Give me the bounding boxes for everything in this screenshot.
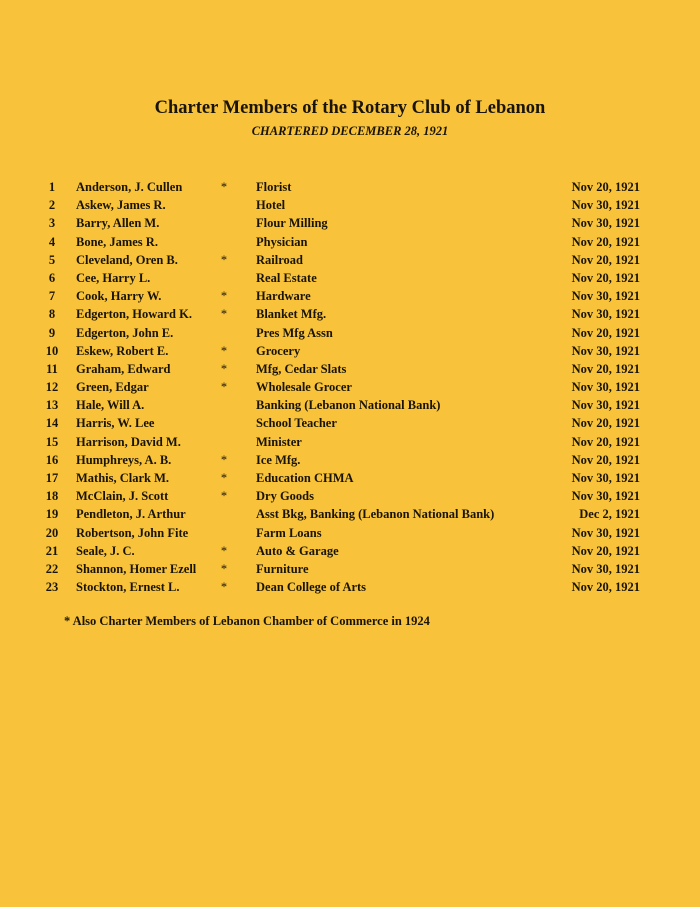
member-number: 1 (48, 180, 56, 194)
member-number: 13 (45, 398, 59, 413)
member-number: 2 (48, 198, 56, 213)
member-name: Harrison, David M. (76, 434, 181, 449)
member-row (0, 342, 700, 360)
member-date: Nov 20, 1921 (571, 270, 640, 285)
member-occupation: Dean College of Arts (256, 580, 367, 595)
member-name: Edgerton, Howard K. (76, 307, 192, 322)
member-number: 16 (45, 452, 59, 467)
member-row (0, 505, 700, 523)
member-occupation: Banking (Lebanon National Bank) (256, 398, 441, 413)
member-occupation: Physician (256, 234, 308, 249)
chamber-star-marker: * (220, 452, 228, 467)
member-occupation: Flour Milling (256, 216, 328, 231)
member-date: Nov 20, 1921 (571, 180, 640, 194)
member-number: 6 (48, 270, 56, 285)
chamber-star-marker: * (220, 471, 228, 485)
member-number: 11 (46, 361, 58, 376)
member-number: 3 (48, 216, 56, 231)
member-number: 9 (48, 325, 56, 340)
member-date: Nov 30, 1921 (571, 380, 640, 395)
member-occupation: Grocery (256, 343, 301, 358)
member-occupation: Education CHMA (256, 471, 354, 485)
member-occupation: School Teacher (256, 416, 337, 431)
member-name: Graham, Edward (76, 361, 171, 376)
page-title: Charter Members of the Rotary Club of Lebanon (154, 98, 546, 118)
member-number: 17 (45, 471, 59, 485)
member-number: 20 (45, 525, 59, 540)
member-row (0, 251, 700, 269)
page-subtitle: CHARTERED DECEMBER 28, 1921 (251, 124, 449, 138)
chamber-star-marker: * (220, 361, 228, 376)
member-occupation: Minister (256, 434, 302, 449)
member-name: Humphreys, A. B. (76, 452, 172, 467)
member-number: 8 (48, 307, 56, 322)
member-occupation: Farm Loans (256, 525, 322, 540)
member-row (0, 214, 700, 232)
member-date: Nov 30, 1921 (571, 216, 640, 231)
chamber-star-marker: * (220, 289, 228, 304)
member-occupation: Dry Goods (256, 489, 314, 504)
member-date: Dec 2, 1921 (579, 507, 640, 522)
member-name: Mathis, Clark M. (76, 471, 170, 485)
member-date: Nov 20, 1921 (571, 416, 640, 431)
member-name: Askew, James R. (76, 198, 166, 213)
member-occupation: Mfg, Cedar Slats (256, 361, 347, 376)
member-name: Bone, James R. (76, 234, 158, 249)
member-row (0, 396, 700, 414)
member-name: Edgerton, John E. (76, 325, 174, 340)
member-row (0, 414, 700, 432)
member-date: Nov 30, 1921 (571, 289, 640, 304)
member-row (0, 324, 700, 342)
member-name: Cook, Harry W. (76, 289, 162, 304)
member-row (0, 487, 700, 505)
member-name: Anderson, J. Cullen (76, 180, 183, 194)
member-row (0, 196, 700, 214)
member-number: 15 (45, 434, 59, 449)
member-occupation: Railroad (256, 252, 303, 267)
member-occupation: Furniture (256, 561, 309, 576)
chamber-star-marker: * (220, 252, 228, 267)
member-row (0, 360, 700, 378)
member-number: 23 (45, 580, 59, 595)
member-name: Eskew, Robert E. (76, 343, 169, 358)
member-list (0, 178, 700, 596)
member-number: 5 (48, 252, 56, 267)
member-occupation: Hotel (256, 198, 286, 213)
member-date: Nov 20, 1921 (571, 252, 640, 267)
member-row (0, 578, 700, 596)
member-date: Nov 30, 1921 (571, 525, 640, 540)
member-number: 12 (45, 380, 59, 395)
chamber-star-marker: * (220, 180, 228, 194)
member-date: Nov 20, 1921 (571, 434, 640, 449)
member-date: Nov 30, 1921 (571, 307, 640, 322)
member-date: Nov 20, 1921 (571, 452, 640, 467)
member-row (0, 305, 700, 323)
chamber-star-marker: * (220, 380, 228, 395)
member-row (0, 287, 700, 305)
member-row (0, 542, 700, 560)
chamber-star-marker: * (220, 543, 228, 558)
member-name: Seale, J. C. (76, 543, 135, 558)
member-date: Nov 20, 1921 (571, 325, 640, 340)
member-row (0, 433, 700, 451)
member-row (0, 233, 700, 251)
member-name: Cleveland, Oren B. (76, 252, 178, 267)
member-date: Nov 30, 1921 (571, 561, 640, 576)
chamber-star-marker: * (220, 580, 228, 595)
member-row (0, 560, 700, 578)
member-number: 19 (45, 507, 59, 522)
member-date: Nov 30, 1921 (571, 489, 640, 504)
chamber-star-marker: * (220, 307, 228, 322)
member-number: 10 (45, 343, 59, 358)
member-row (0, 469, 700, 487)
member-date: Nov 20, 1921 (571, 234, 640, 249)
member-occupation: Real Estate (256, 270, 317, 285)
member-date: Nov 30, 1921 (571, 398, 640, 413)
member-date: Nov 30, 1921 (571, 198, 640, 213)
member-name: Stockton, Ernest L. (76, 580, 180, 595)
member-number: 14 (45, 416, 59, 431)
member-row (0, 451, 700, 469)
member-name: Green, Edgar (76, 380, 149, 395)
member-occupation: Hardware (256, 289, 311, 304)
member-number: 7 (48, 289, 56, 304)
member-number: 21 (45, 543, 59, 558)
member-number: 22 (45, 561, 59, 576)
member-name: McClain, J. Scott (76, 489, 169, 504)
member-occupation: Blanket Mfg. (256, 307, 327, 322)
member-row (0, 524, 700, 542)
member-name: Barry, Allen M. (76, 216, 160, 231)
member-name: Pendleton, J. Arthur (76, 507, 186, 522)
member-number: 4 (48, 234, 56, 249)
member-date: Nov 20, 1921 (571, 361, 640, 376)
member-date: Nov 30, 1921 (571, 343, 640, 358)
member-name: Cee, Harry L. (76, 270, 151, 285)
member-row (0, 178, 700, 196)
member-occupation: Asst Bkg, Banking (Lebanon National Bank) (256, 507, 495, 522)
chamber-star-marker: * (220, 489, 228, 504)
member-name: Harris, W. Lee (76, 416, 155, 431)
member-row (0, 269, 700, 287)
footnote: * Also Charter Members of Lebanon Chamber of Commerce in 1924 (64, 614, 430, 628)
chamber-star-marker: * (220, 343, 228, 358)
chamber-star-marker: * (220, 561, 228, 576)
member-occupation: Ice Mfg. (256, 452, 301, 467)
member-date: Nov 30, 1921 (571, 471, 640, 485)
member-row (0, 378, 700, 396)
member-occupation: Wholesale Grocer (256, 380, 352, 395)
member-date: Nov 20, 1921 (571, 543, 640, 558)
member-number: 18 (45, 489, 59, 504)
member-name: Shannon, Homer Ezell (76, 561, 197, 576)
member-date: Nov 20, 1921 (571, 580, 640, 595)
member-occupation: Florist (256, 180, 292, 194)
member-name: Robertson, John Fite (76, 525, 189, 540)
member-occupation: Auto & Garage (256, 543, 339, 558)
member-name: Hale, Will A. (76, 398, 145, 413)
member-occupation: Pres Mfg Assn (256, 325, 333, 340)
